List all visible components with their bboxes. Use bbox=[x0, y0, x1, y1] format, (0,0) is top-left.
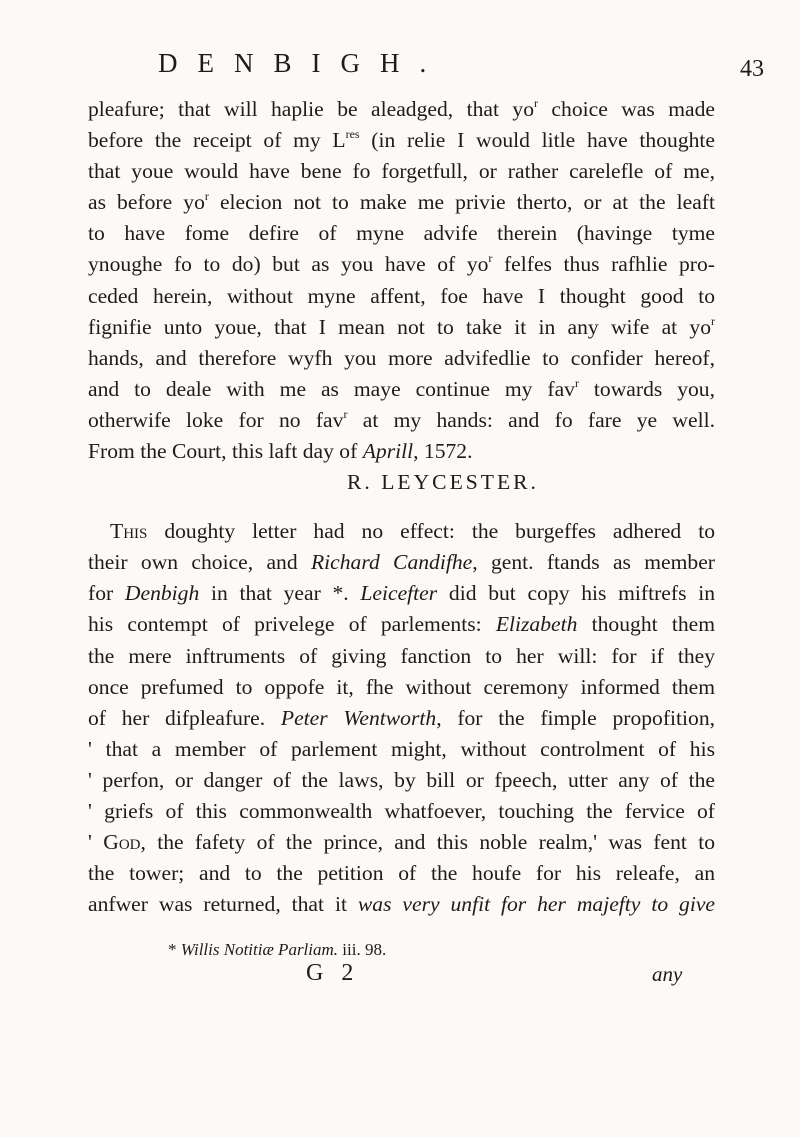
running-title: DENBIGH. bbox=[158, 48, 447, 78]
narrative-line: the mere inftruments of giving fanction to her will: for if they bbox=[88, 643, 715, 668]
narrative-line: of her difpleafure. Peter Wentworth, for the fimple propofition, bbox=[88, 705, 716, 730]
catchword: any bbox=[652, 962, 683, 986]
letter-line: to have fome defire of myne advife therein (havinge tyme bbox=[88, 221, 715, 246]
letter-line: before the receipt of my Lres (in relie I would litle have thoughte bbox=[88, 127, 715, 153]
letter-line: that youe would have bene fo forgetfull, or rather carelefle of me, bbox=[88, 159, 715, 184]
letter-line: and to deale with me as maye continue my fav$^r$ towards you, bbox=[88, 375, 716, 401]
letter-line: otherwife loke for no fav$^r$ at my hands: and fo fare ye well. bbox=[88, 406, 715, 432]
letter-line: ynoughe fo to do) but as you have of $yo^r$ felfes thus rafhlie pro- bbox=[88, 251, 715, 277]
narrative-line: This doughty letter had no effect: the burgeffes adhered to bbox=[110, 519, 715, 544]
narrative-line: ' griefs of this commonwealth whatfoever, touching the fervice of bbox=[88, 798, 715, 823]
narrative-line: anfwer was returned, that it was very unfit for her majefty to give bbox=[88, 892, 716, 917]
running-head bbox=[0, 40, 800, 90]
signature-mark: G 2 bbox=[306, 960, 360, 986]
letter-line: hands, and therefore wyfh you more advifedlie to confider hereof, bbox=[88, 345, 715, 370]
letter-line: pleafure; that will haplie be aleadged, that $yo^r$ choice was made bbox=[88, 96, 715, 121]
letter-signature: R. LEYCESTER. bbox=[347, 470, 539, 495]
narrative-line: the tower; and to the petition of the houfe for his releafe, an bbox=[88, 861, 715, 886]
narrative-line: for Denbigh in that year *. Leicefter did but copy his miftrefs in bbox=[88, 581, 716, 606]
letter-line: ceded herein, without myne affent, foe have I thought good to bbox=[88, 283, 715, 308]
narrative-line: his contempt of privelege of parlements: Elizabeth thought them bbox=[88, 612, 715, 637]
body-text bbox=[88, 94, 715, 920]
narrative-line: once prefumed to oppofe it, fhe without ceremony informed them bbox=[88, 674, 715, 699]
letter-line: fignifie unto youe, that I mean not to take it in any wife at $yo^r$ bbox=[88, 313, 715, 339]
narrative-line: ' that a member of parlement might, without controlment of his bbox=[88, 736, 716, 761]
narrative-line: ' perfon, or danger of the laws, by bill or fpeech, utter any of the bbox=[88, 767, 716, 792]
page-number: 43 bbox=[740, 56, 764, 82]
narrative-line: ' God, the fafety of the prince, and this noble realm,' was fent to bbox=[88, 830, 715, 855]
narrative-line: their own choice, and Richard Candifhe, gent. ftands as member bbox=[88, 550, 715, 575]
letter-date-line: From the Court, this laft day of Aprill, 1572. bbox=[88, 439, 473, 464]
letter-line: as before $yo^r$ elecion not to make me privie therto, or at the leaft bbox=[88, 189, 715, 215]
footnote: * Willis Notitiæ Parliam. iii. 98. bbox=[168, 940, 387, 959]
